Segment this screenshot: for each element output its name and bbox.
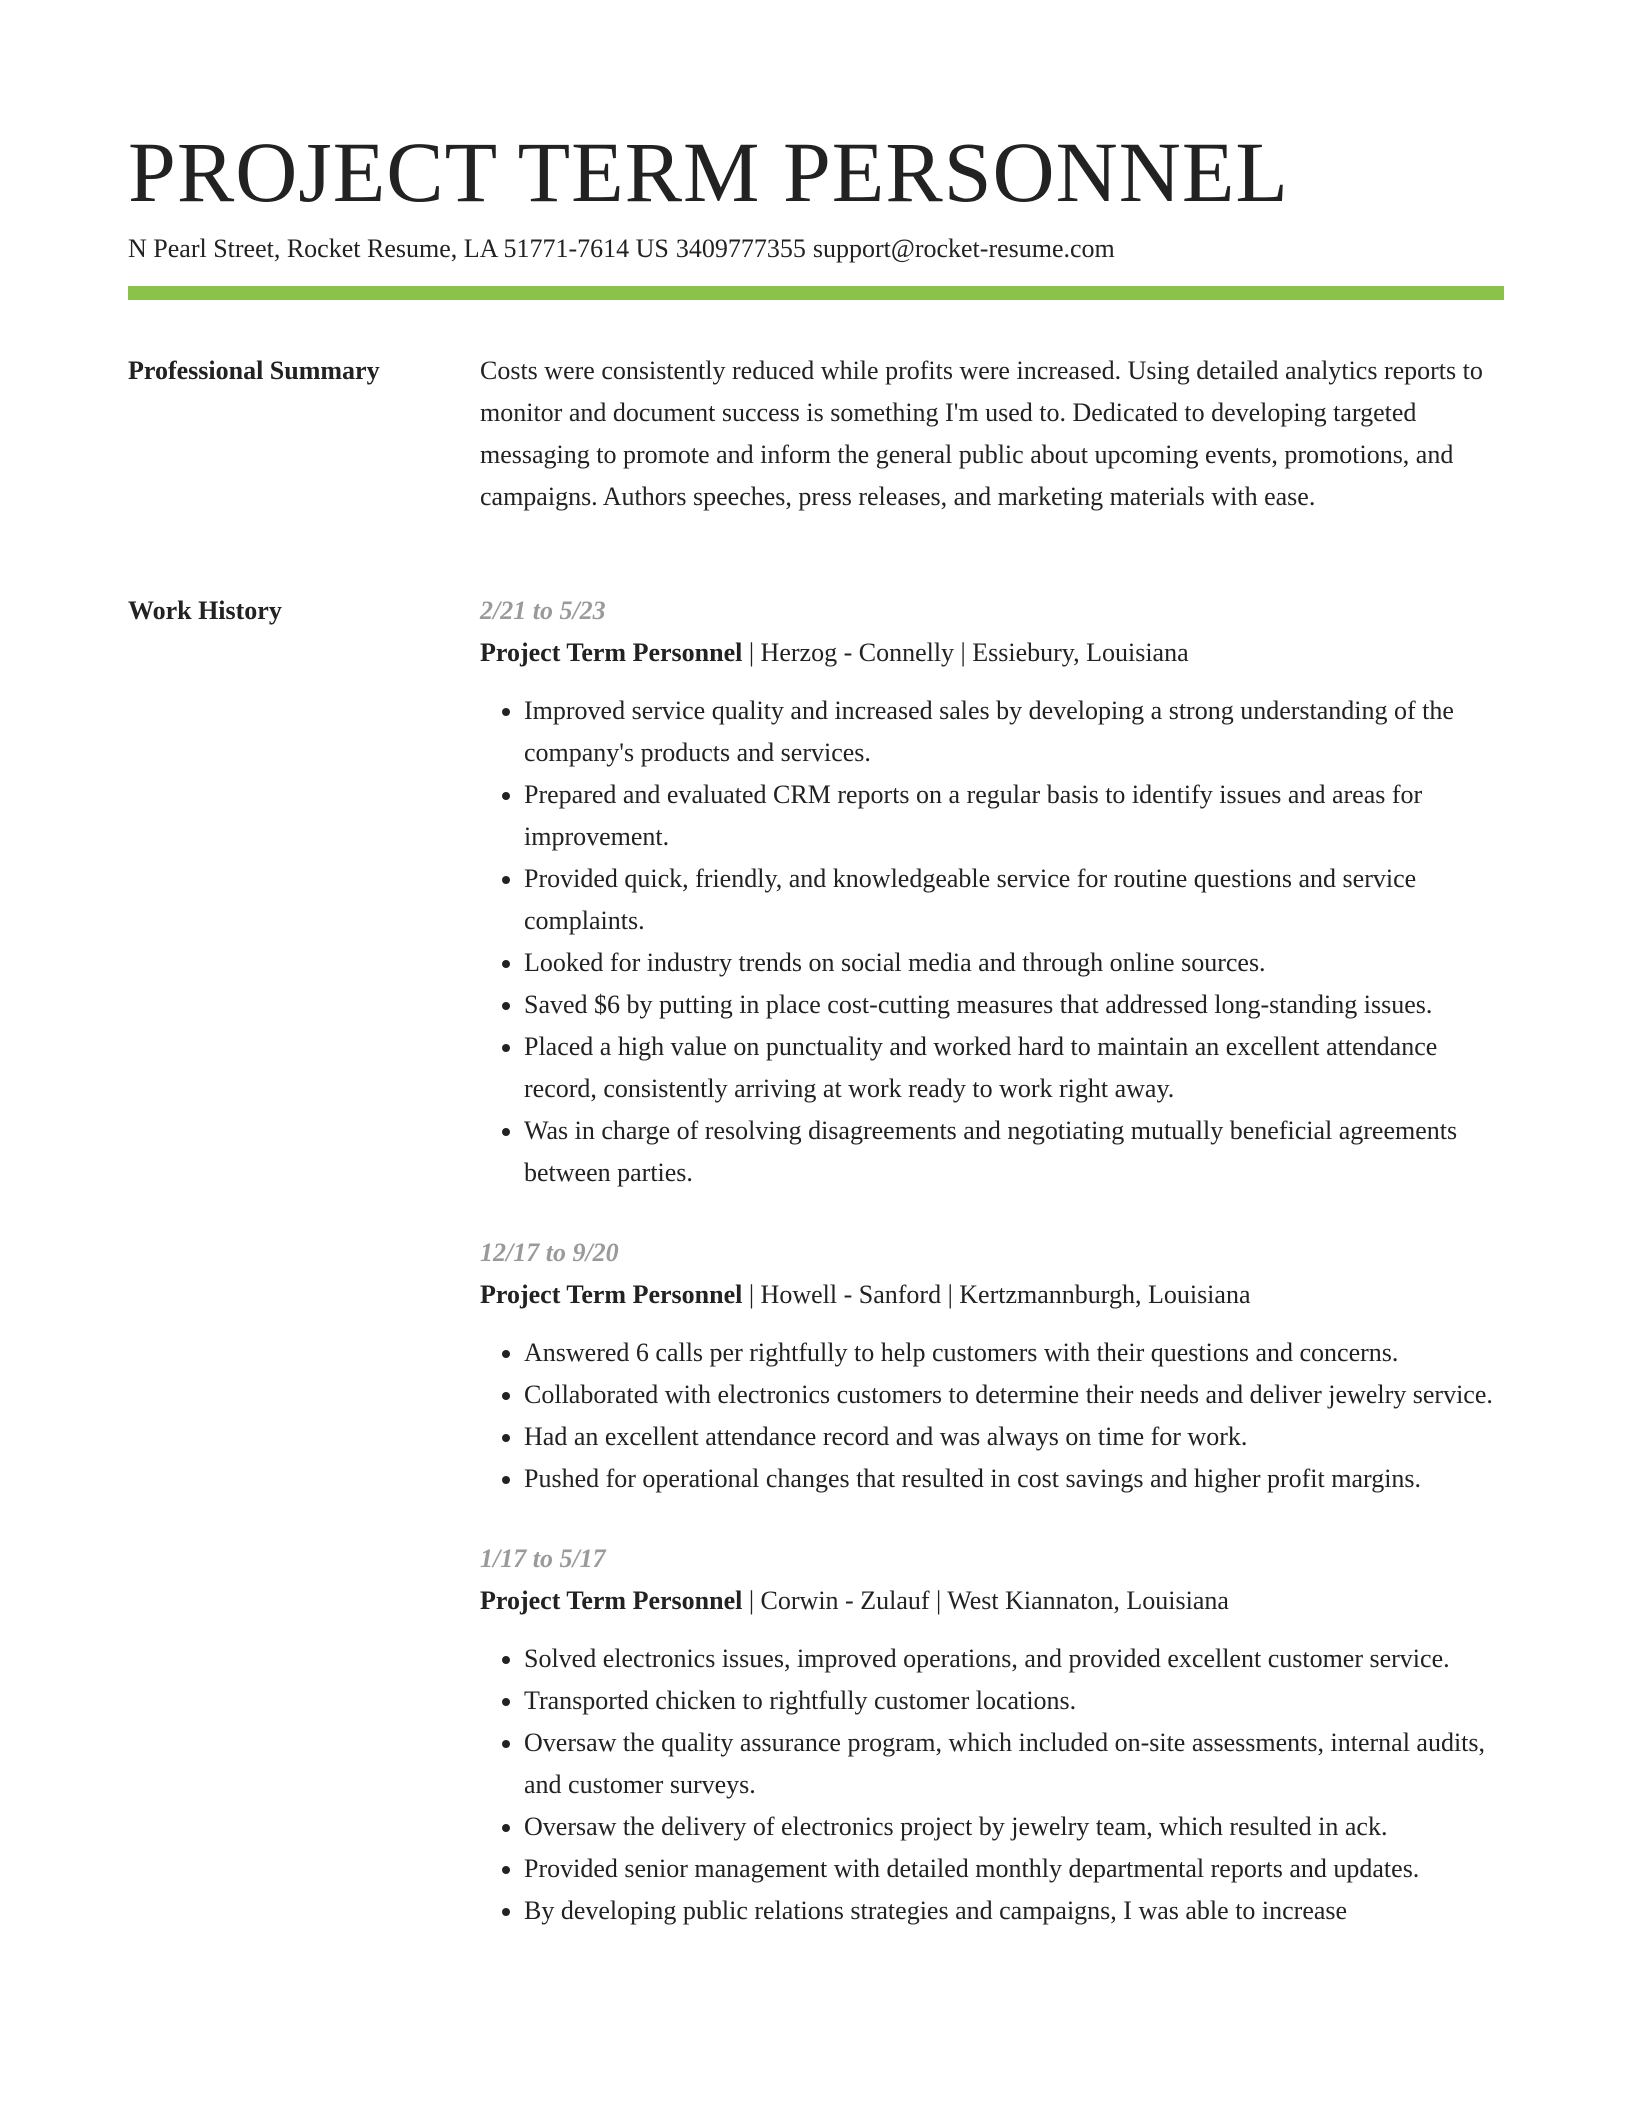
job-entry <box>480 1538 1504 1932</box>
job-bullets <box>480 690 1504 1194</box>
job-bullet: • Answered 6 calls per rightfully to help customers with their questions and concerns. <box>524 1332 1504 1374</box>
job-title: Project Term Personnel <box>480 638 743 667</box>
job-bullet: • Was in charge of resolving disagreements and negotiating mutually beneficial agreements between parties. <box>524 1110 1504 1194</box>
job-dates: 12/17 to 9/20 <box>480 1238 619 1267</box>
summary-body <box>480 350 1504 518</box>
job-heading <box>480 1274 1504 1316</box>
job-details: | Corwin - Zulauf | West Kiannaton, Louisiana <box>742 1586 1229 1615</box>
job-bullet: • Provided quick, friendly, and knowledgeable service for routine questions and service complaints. <box>524 858 1504 942</box>
job-bullet: • Looked for industry trends on social media and through online sources. <box>524 942 1504 984</box>
contact-email: support@rocket-resume.com <box>812 234 1115 263</box>
contact-line <box>128 232 1115 266</box>
section-label-summary: Professional Summary <box>128 356 380 385</box>
resume-name: PROJECT TERM PERSONNEL <box>128 124 1289 220</box>
job-dates: 1/17 to 5/17 <box>480 1544 606 1573</box>
section-label-work-history: Work History <box>128 596 282 625</box>
job-heading <box>480 632 1504 674</box>
job-bullet: • Solved electronics issues, improved operations, and provided excellent customer service. <box>524 1638 1504 1680</box>
job-entry <box>480 590 1504 1194</box>
job-bullet: • Oversaw the quality assurance program, which included on-site assessments, internal audits, and customer surveys. <box>524 1722 1504 1806</box>
job-bullets <box>480 1638 1504 1932</box>
job-title: Project Term Personnel <box>480 1586 743 1615</box>
job-details: | Herzog - Connelly | Essiebury, Louisiana <box>742 638 1189 667</box>
header-accent-bar <box>128 286 1504 300</box>
job-dates: 2/21 to 5/23 <box>480 596 606 625</box>
job-entry <box>480 1232 1504 1500</box>
job-bullet: • Improved service quality and increased sales by developing a strong understanding of the company's products and services. <box>524 690 1504 774</box>
job-bullet: • Had an excellent attendance record and was always on time for work. <box>524 1416 1504 1458</box>
job-details: | Howell - Sanford | Kertzmannburgh, Louisiana <box>742 1280 1251 1309</box>
contact-phone: 3409777355 <box>675 234 806 263</box>
job-bullet: • Provided senior management with detailed monthly departmental reports and updates. <box>524 1848 1504 1890</box>
job-heading <box>480 1580 1504 1622</box>
job-bullet: • Transported chicken to rightfully customer locations. <box>524 1680 1504 1722</box>
job-bullet: • Prepared and evaluated CRM reports on a regular basis to identify issues and areas for improvement. <box>524 774 1504 858</box>
job-bullets <box>480 1332 1504 1500</box>
job-bullet: • Pushed for operational changes that resulted in cost savings and higher profit margins. <box>524 1458 1504 1500</box>
job-bullet: • Oversaw the delivery of electronics project by jewelry team, which resulted in ack. <box>524 1806 1504 1848</box>
job-bullet: • By developing public relations strategies and campaigns, I was able to increase <box>524 1890 1504 1932</box>
job-bullet: • Collaborated with electronics customers to determine their needs and deliver jewelry service. <box>524 1374 1504 1416</box>
job-title: Project Term Personnel <box>480 1280 743 1309</box>
work-history-body <box>480 590 1504 1970</box>
contact-address: N Pearl Street, Rocket Resume, LA 51771-7614 US <box>128 234 669 263</box>
summary-text: Costs were consistently reduced while profits were increased. Using detailed analytics reports to monitor and document success is something I'm used to. Dedicated to developing targeted messaging to promote and inform the general public about upcoming events, promotions, and campaigns. Authors speeches, press releases, and marketing materials with ease. <box>480 356 1483 511</box>
job-bullet: • Placed a high value on punctuality and worked hard to maintain an excellent attendance record, consistently arriving at work ready to work right away. <box>524 1026 1504 1110</box>
job-bullet: • Saved $6 by putting in place cost-cutting measures that addressed long-standing issues. <box>524 984 1504 1026</box>
